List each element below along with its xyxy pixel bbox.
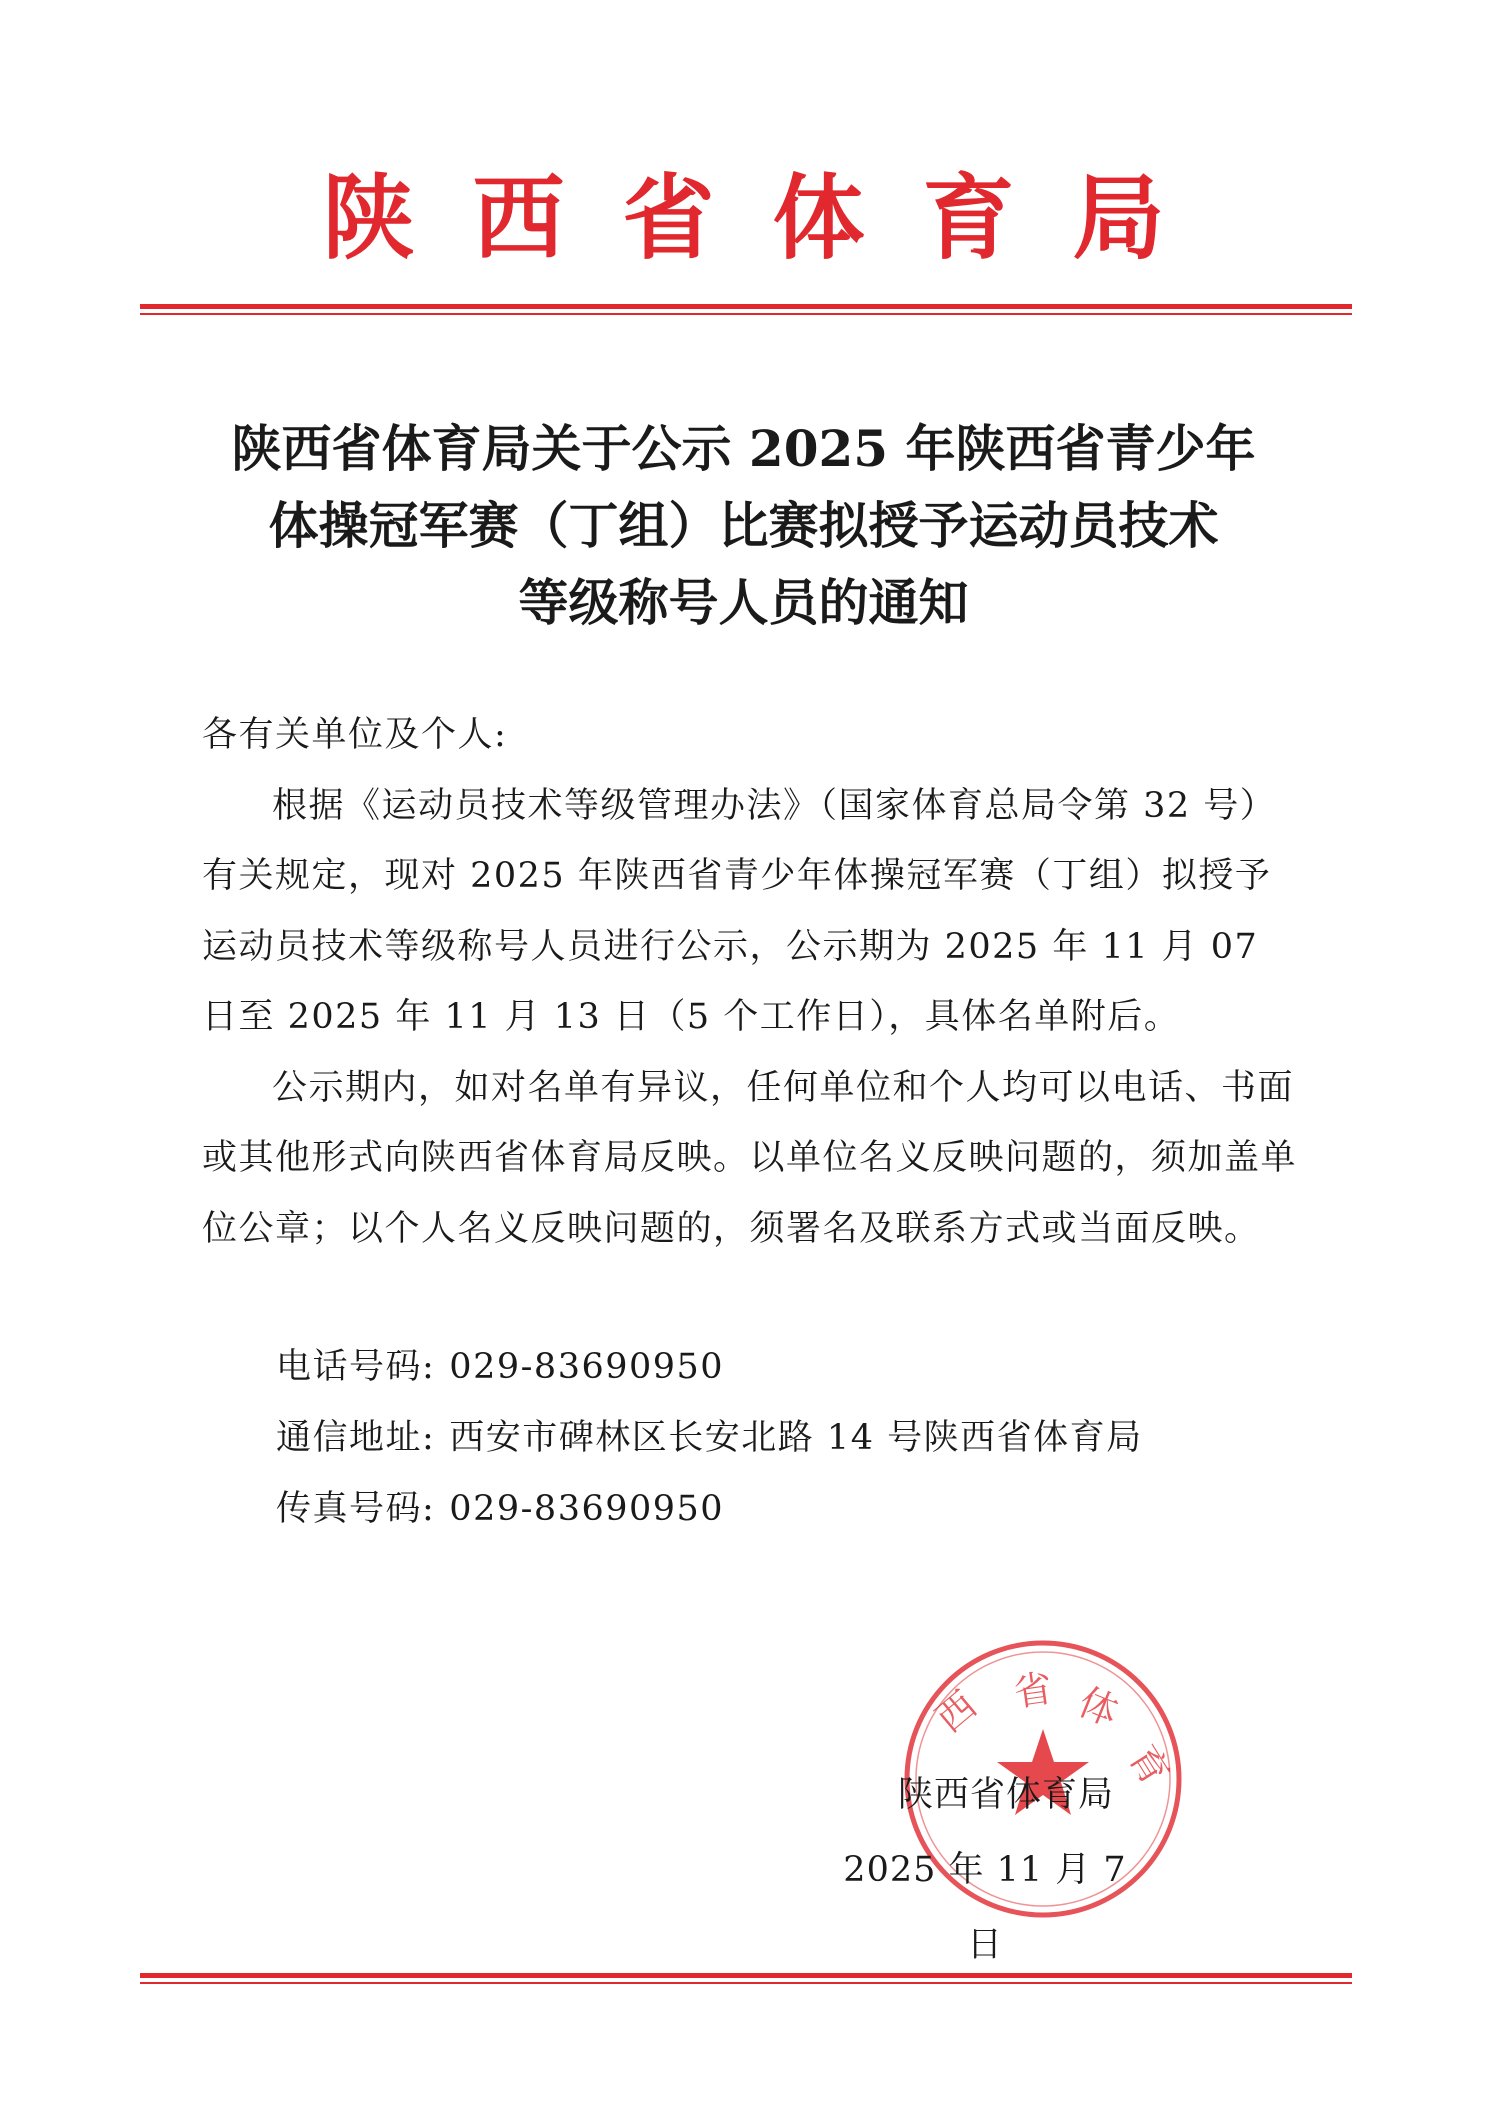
contact-label: 通信地址: bbox=[276, 1418, 436, 1458]
letterhead-org-name: 陕西省体育局 bbox=[322, 164, 1223, 272]
signature-org: 陕西省体育局 bbox=[897, 1775, 1114, 1815]
svg-text:育: 育 bbox=[1120, 1737, 1178, 1794]
contact-info bbox=[276, 1332, 1143, 1545]
contact-value: 西安市碑林区长安北路 14 号陕西省体育局 bbox=[449, 1418, 1143, 1458]
contact-value: 029-83690950 bbox=[449, 1489, 725, 1529]
title-line: 陕西省体育局关于公示 2025 年陕西省青少年 bbox=[231, 419, 1256, 478]
footer-divider bbox=[140, 1973, 1352, 1984]
contact-value: 029-83690950 bbox=[449, 1347, 725, 1387]
title-line: 体操冠军赛（丁组）比赛拟授予运动员技术 bbox=[268, 496, 1219, 555]
contact-phone bbox=[276, 1332, 1143, 1403]
svg-text:西: 西 bbox=[927, 1682, 985, 1741]
letterhead-divider bbox=[140, 304, 1352, 315]
contact-fax bbox=[276, 1474, 1143, 1545]
body-paragraph: 根据《运动员技术等级管理办法》（国家体育总局令第 32 号）有关规定，现对 2025 年陕西省青少年体操冠军赛（丁组）拟授予运动员技术等级称号人员进行公示，公示期为 2025 年 11 月 07 日至 2025 年 11 月 13 日（5 个工作日），具体名单附后。 bbox=[202, 785, 1277, 1037]
title-line: 等级称号人员的通知 bbox=[518, 573, 969, 632]
svg-text:省: 省 bbox=[1011, 1666, 1055, 1715]
document-title bbox=[190, 410, 1297, 641]
contact-address bbox=[276, 1403, 1143, 1474]
body-paragraph: 公示期内，如对名单有异议，任何单位和个人均可以电话、书面或其他形式向陕西省体育局反映。以单位名义反映问题的，须加盖单位公章；以个人名义反映问题的，须署名及联系方式或当面反映。 bbox=[202, 1067, 1298, 1249]
contact-label: 传真号码: bbox=[276, 1489, 436, 1529]
svg-text:体: 体 bbox=[1072, 1679, 1125, 1735]
signature-block bbox=[820, 1758, 1150, 1983]
document-body bbox=[202, 700, 1307, 1264]
salutation: 各有关单位及个人: bbox=[202, 715, 508, 755]
contact-label: 电话号码: bbox=[276, 1347, 436, 1387]
signature-date: 2025 年 11 月 7 日 bbox=[843, 1850, 1127, 1965]
